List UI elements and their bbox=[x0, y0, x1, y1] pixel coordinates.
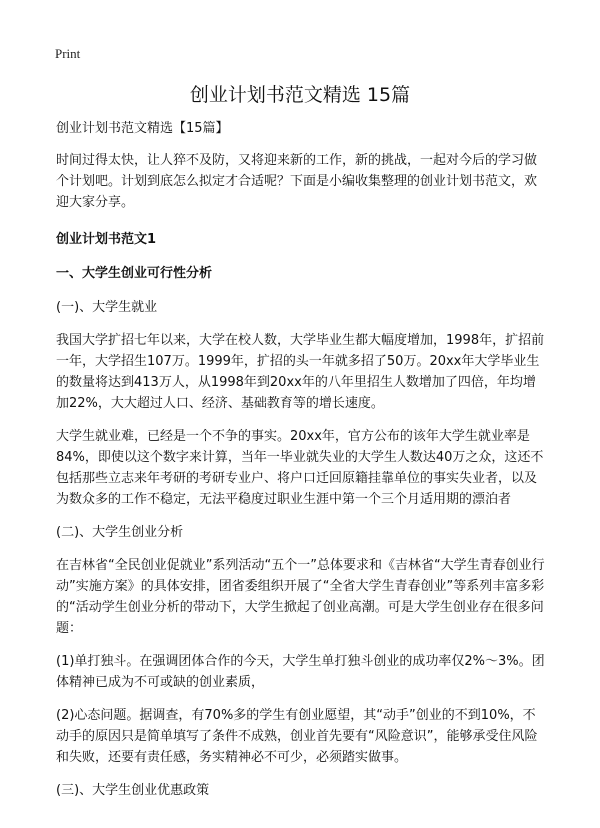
subsection-employment-heading: (一)、大学生就业 bbox=[56, 300, 158, 315]
employment-paragraph-2: 大学生就业难，已经是一个不争的事实。20xx年，官方公布的该年大学生就业率是84%，即使以这个数字来计算，当年一毕业就失业的大学生人数达40万之众，这还不包括那些立志来年考研的考研专业户、将户口迁回原籍挂靠单位的事实失业者，以及为数众多的工作不稳定，无法平稳度过职业生涯中第一个三个月适用期的漂泊者 bbox=[56, 429, 544, 507]
print-link[interactable]: Print bbox=[55, 46, 81, 61]
document-title: 创业计划书范文精选 15篇 bbox=[189, 84, 411, 106]
employment-paragraph-1: 我国大学扩招七年以来，大学在校人数，大学毕业生都大幅度增加，1998年，扩招前一年，大学招生107万。1999年，扩招的头一年就多招了50万。20xx年大学毕业生的数量将达到413万人，从1998年到20xx年的八年里招生人数增加了四倍，年均增加22%，大大超过人口、经济、基础教育等的增长速度。 bbox=[56, 333, 545, 411]
analysis-point-1: (1)单打独斗。在强调团体合作的今天，大学生单打独斗创业的成功率仅2%～3%。团体精神已成为不可或缺的创业素质， bbox=[56, 654, 545, 690]
subsection-policy-heading: (三)、大学生创业优惠政策 bbox=[56, 783, 210, 798]
section-heading: 创业计划书范文1 bbox=[56, 232, 157, 247]
subsection-analysis-heading: (二)、大学生创业分析 bbox=[56, 525, 184, 540]
analysis-paragraph: 在吉林省“全民创业促就业”系列活动“五个一”总体要求和《吉林省“大学生青春创业行动”实施方案》的具体安排，团省委组织开展了“全省大学生青春创业”等系列丰富多彩的“活动学生创业分析的带动下，大学生掀起了创业高潮。可是大学生创业存在很多问题： bbox=[56, 558, 545, 636]
part-one-heading: 一、大学生创业可行性分析 bbox=[56, 266, 213, 281]
document-subtitle: 创业计划书范文精选【15篇】 bbox=[56, 121, 229, 136]
analysis-point-2: (2)心态问题。据调查，有70%多的学生有创业愿望，其“动手”创业的不到10%，不动手的原因只是简单填写了条件不成熟，创业首先要有“风险意识”，能够承受住风险和失败，还要有责任感，务实精神必不可少，必须踏实做事。 bbox=[56, 708, 538, 765]
intro-paragraph: 时间过得太快，让人猝不及防，又将迎来新的工作，新的挑战，一起对今后的学习做个计划吧。计划到底怎么拟定才合适呢？下面是小编收集整理的创业计划书范文，欢迎大家分享。 bbox=[56, 153, 538, 210]
document-body bbox=[56, 118, 548, 813]
